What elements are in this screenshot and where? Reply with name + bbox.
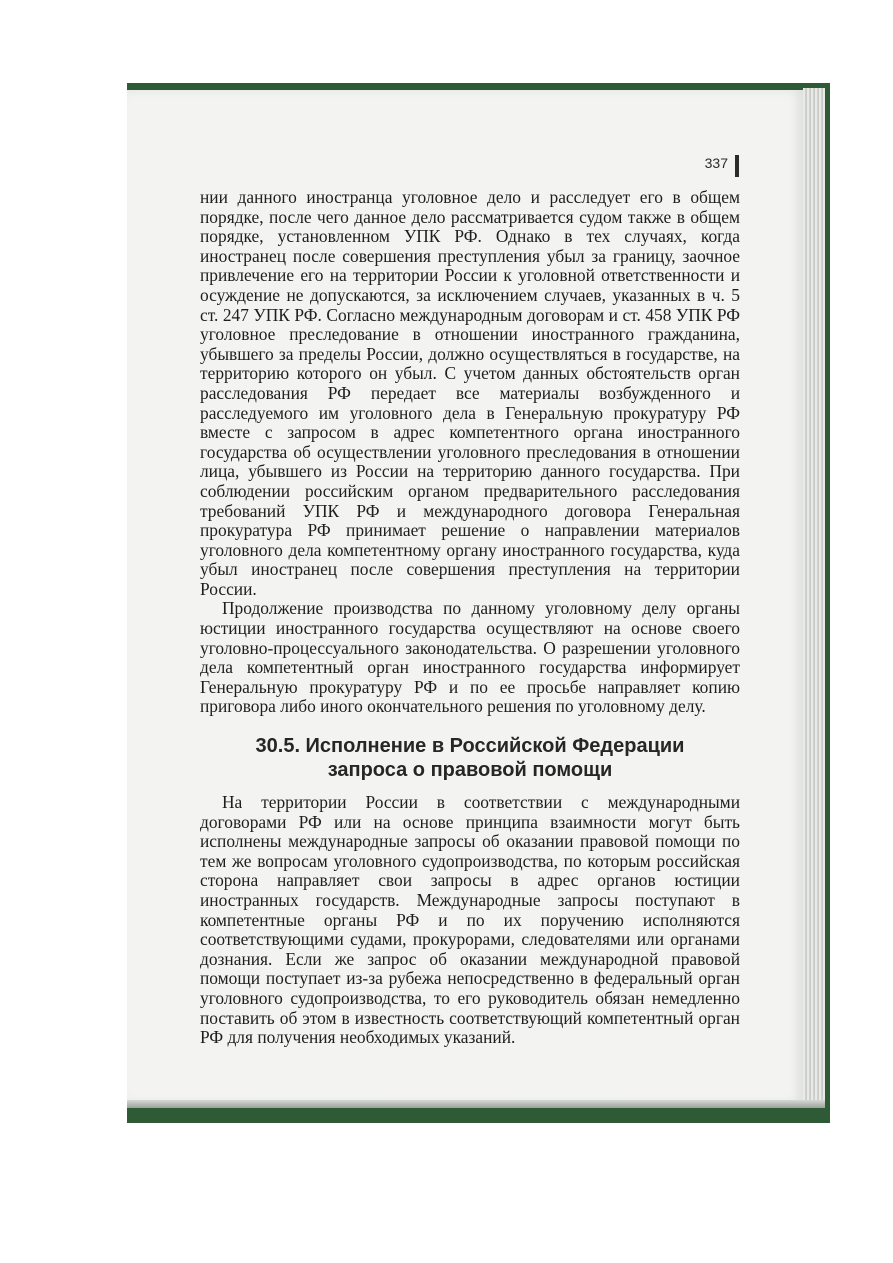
section-heading	[200, 734, 740, 782]
page-number: 337	[704, 155, 728, 171]
page-number-bar	[735, 155, 739, 177]
paragraph: На территории России в соответствии с международными договорами РФ или на основе принципа взаимности могут быть исполнены международные запросы об оказании правовой помощи по тем же вопросам уголовного судопроизводства, по которым российская сторона направляет свои запросы в адрес органов юстиции иностранных государств. Международные запросы поступают в компетентные органы РФ и по их поручению исполняются соответствующими судами, прокурорами, следователями или органами дознания. Если же запрос об оказании международной правовой помощи поступает из-за рубежа непосредственно в федеральный орган уголовного судопроизводства, то его руководитель обязан немедленно поставить об этом в известность соответствующий компетентный орган РФ для получения необходимых указаний.	[200, 792, 740, 1048]
section-text	[200, 793, 740, 1048]
section-heading-line: запроса о правовой помощи	[327, 759, 613, 781]
section-heading-line: 30.5. Исполнение в Российской Федерации	[255, 735, 685, 757]
body-text	[200, 188, 740, 717]
page-edges	[803, 88, 825, 1100]
paragraph: Продолжение производства по данному уголовному делу органы юстиции иностранного государства осуществляют на основе своего уголовно-процессуального законодательства. О разрешении уголовного дела компетентный орган иностранного государства информирует Генеральную прокуратуру РФ и по ее просьбе направляет копию приговора либо иного окончательного решения по уголовному делу.	[200, 598, 740, 717]
paragraph: нии данного иностранца уголовное дело и расследует его в общем порядке, после чего данное дело рассматривается судом также в общем порядке, установленном УПК РФ. Однако в тех случаях, когда иностранец после совершения преступления убыл за границу, заочное привлечение его на территории России к уголовной ответственности и осуждение не допускаются, за исключением случаев, указанных в ч. 5 ст. 247 УПК РФ. Согласно международным договорам и ст. 458 УПК РФ уголовное преследование в отношении иностранного гражданина, убывшего за пределы России, должно осуществляться в государстве, на территорию которого он убыл. С учетом данных обстоятельств орган расследования РФ передает все материалы возбужденного и расследуемого им уголовного дела в Генеральную прокуратуру РФ вместе с запросом в адрес компетентного органа иностранного государства об осуществлении уголовного преследования в отношении лица, убывшего из России на территорию данного государства. При соблюдении российским органом предварительного расследования требований УПК РФ и международного договора Генеральная прокуратура РФ принимает решение о направлении материалов уголовного дела компетентному органу иностранного государства, куда убыл иностранец после совершения преступления на территории России.	[200, 187, 740, 599]
page-bottom-edge	[127, 1100, 825, 1108]
